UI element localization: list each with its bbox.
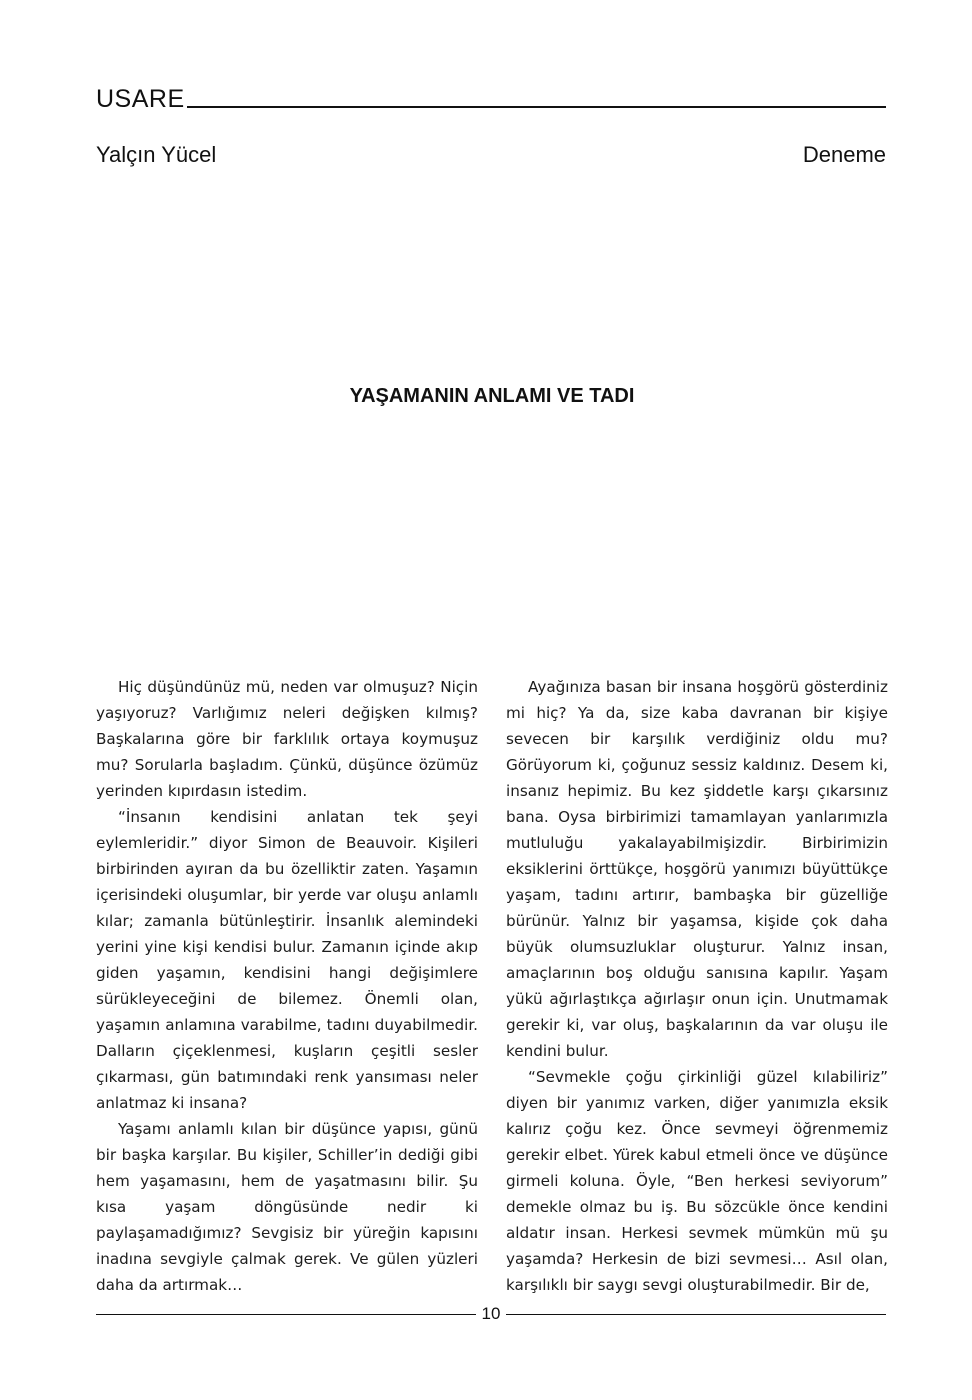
journal-header	[96, 82, 886, 112]
page-footer	[96, 1302, 886, 1326]
journal-name: USARE	[96, 85, 185, 113]
paragraph: Yaşamı anlamlı kılan bir düşünce yapısı, günü bir başka karşılar. Bu kişiler, Schiller’in dediği gibi hem yaşamasını, hem de yaşatmasını bilir. Şu kısa yaşam döngüsünde nedir ki paylaşamadığımız? Sevgisiz bir yüreğin kapısını inadına sevgiyle çalmak gerek. Ve gülen yüzleri daha da artırmak…	[96, 1120, 478, 1294]
left-column	[96, 674, 478, 1298]
author-name: Yalçın Yücel	[96, 142, 217, 167]
page-number: 10	[481, 1304, 501, 1323]
genre-label: Deneme	[802, 142, 886, 167]
paragraph: Ayağınıza basan bir insana hoşgörü gösterdiniz mi hiç? Ya da, size kaba davranan bir kişiye sevecen bir karşılık verdiğiniz oldu mu? Görüyorum ki, çoğunuz sessiz kaldınız. Desem ki, insanız hepimiz. Bu kez şiddetle karşı çıkarsınız bana. Oysa birbirimizi tamamlayan yanlarımızla mutluluğu yakalayabilmişizdir. Birbirimizin eksiklerini örttükçe, hoşgörü yanımızı büyüttükçe yaşam, tadını artırır, bambaşka bir güzelliğe bürünür. Yalnız bir yaşamsa, kişide çok daha büyük olumsuzluklar oluşturur. Yalnız insan, amaçlarının boş olduğu sanısına kapılır. Yaşam yükü ağırlaştıkça ağırlaşır onun için. Unutmamak gerekir ki, var oluş, başkalarının da var oluşu ile kendini bulur.	[506, 678, 888, 1060]
header-rule	[187, 106, 886, 108]
paragraph: “Sevmekle çoğu çirkinliği güzel kılabiliriz” diyen bir yanımız varken, diğer yanımızla eksik kalırız çoğu kez. Önce sevmeyi öğrenmemiz gerekir elbet. Yürek kabul etmeli önce ve düşünce girmeli koluna. Öyle, “Ben herkesi seviyorum” demekle olmaz bu iş. Bu sözcükle önce kendini aldatır insan. Herkesi sevmek mümkün mü şu yaşamda? Herkesin de bizi sevmesi… Asıl olan, karşılıklı bir saygı sevgi oluşturabilmedir. Bir de,	[506, 1068, 888, 1294]
article-title: YAŞAMANIN ANLAMI VE TADI	[349, 385, 635, 407]
footer-rule-left	[96, 1314, 476, 1315]
right-column	[506, 674, 888, 1298]
paragraph: Hiç düşündünüz mü, neden var olmuşuz? Niçin yaşıyoruz? Varlığımız neleri değişken kılmış? Başkalarına göre bir farklılık ortaya koymuşuz mu? Sorularla başladım. Çünkü, düşünce özümüz yerinden kıpırdasın istedim.	[96, 678, 478, 800]
footer-rule-right	[506, 1314, 886, 1315]
paragraph: “İnsanın kendisini anlatan tek şeyi eylemleridir.” diyor Simon de Beauvoir. Kişileri birbirinden ayıran da bu özelliktir zaten. Yaşamın içerisindeki oluşumlar, bir yerde var oluşu anlamlı kılar; zamanla bütünleştirir. İnsanlık alemindeki yerini yine kişi kendisi bulur. Zamanın içinde akıp giden yaşamın, kendisini hangi değişimlere sürükleyeceğini de bilemez. Önemli olan, yaşamın anlamına varabilme, tadını duyabilmedir. Dalların çiçeklenmesi, kuşların çeşitli sesler çıkarması, gün batımındaki renk yansıması neler anlatmaz ki insana?	[96, 808, 478, 1112]
